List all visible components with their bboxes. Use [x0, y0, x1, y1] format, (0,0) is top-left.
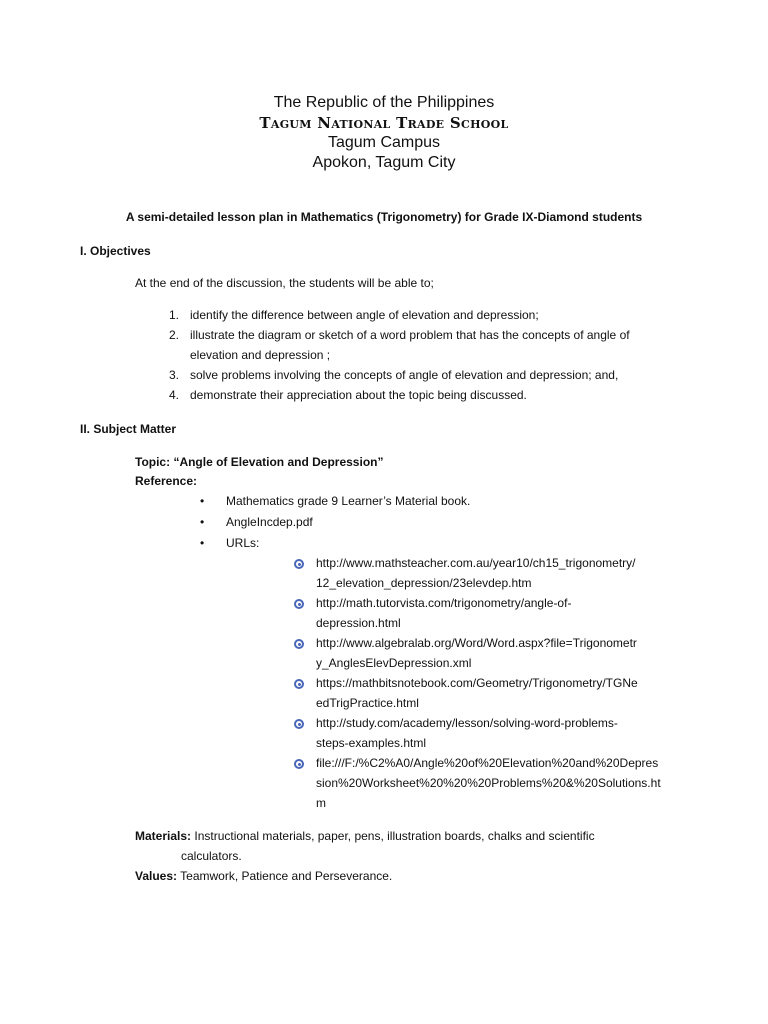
header-school-name: Tagum National Trade School: [259, 114, 509, 132]
reference-item: URLs:: [226, 536, 260, 550]
header-campus: Tagum Campus: [327, 134, 441, 151]
url-text: http://www.algebralab.org/Word/Word.aspx?file=Trigonometr: [316, 636, 637, 650]
url-text: y_AnglesElevDepression.xml: [316, 656, 472, 670]
objective-item-text: solve problems involving the concepts of angle of elevation and depression; and,: [190, 368, 619, 382]
url-text: https://mathbitsnotebook.com/Geometry/Trigonometry/TGNe: [316, 676, 638, 690]
header-address: Apokon, Tagum City: [312, 154, 456, 171]
link-swirl-icon: [294, 719, 304, 729]
objective-item-text: demonstrate their appreciation about the topic being discussed.: [190, 388, 527, 402]
url-text: file:///F:/%C2%A0/Angle%20of%20Elevation%20and%20Depres: [316, 756, 659, 770]
bullet-icon: •: [200, 536, 205, 550]
materials-text: Instructional materials, paper, pens, illustration boards, chalks and scientific: [191, 829, 595, 843]
bullet-icon: •: [200, 515, 205, 529]
materials-label: Materials:: [135, 829, 192, 843]
objective-number: 4.: [168, 388, 179, 402]
link-swirl-icon: [294, 599, 304, 609]
link-swirl-icon: [294, 559, 304, 569]
url-text: depression.html: [316, 616, 401, 630]
url-text: http://study.com/academy/lesson/solving-word-problems-: [316, 716, 618, 730]
objectives-heading: I. Objectives: [80, 244, 151, 258]
reference-item: Mathematics grade 9 Learner’s Material book.: [226, 494, 471, 508]
link-swirl-icon: [294, 759, 304, 769]
document-header: [0, 93, 768, 173]
header-republic: The Republic of the Philippines: [273, 94, 495, 111]
bullet-icon: •: [200, 494, 205, 508]
reference-item: AngleIncdep.pdf: [226, 515, 313, 529]
link-swirl-icon: [294, 679, 304, 689]
objectives-intro: At the end of the discussion, the students will be able to;: [135, 276, 434, 290]
link-swirl-icon: [294, 639, 304, 649]
objective-item-text: elevation and depression ;: [190, 348, 331, 362]
objective-number: 3.: [168, 368, 179, 382]
url-text: 12_elevation_depression/23elevdep.htm: [316, 576, 532, 590]
materials-line: [135, 829, 595, 843]
url-text: sion%20Worksheet%20%20%20Problems%20&%20Solutions.ht: [316, 776, 661, 790]
lesson-title: A semi-detailed lesson plan in Mathematics (Trigonometry) for Grade IX-Diamond students: [125, 210, 643, 224]
objective-item-text: identify the difference between angle of elevation and depression;: [190, 308, 539, 322]
objective-number: 1.: [168, 308, 179, 322]
objective-number: 2.: [168, 328, 179, 342]
url-text: http://math.tutorvista.com/trigonometry/angle-of-: [316, 596, 572, 610]
subject-matter-heading: II. Subject Matter: [80, 422, 177, 436]
values-text: Teamwork, Patience and Perseverance.: [177, 869, 393, 883]
url-text: steps-examples.html: [316, 736, 427, 750]
url-text: m: [316, 796, 326, 810]
reference-label: Reference:: [135, 474, 198, 488]
values-label: Values:: [135, 869, 178, 883]
materials-continuation: calculators.: [181, 849, 242, 863]
values-line: [135, 869, 392, 883]
url-text: http://www.mathsteacher.com.au/year10/ch15_trigonometry/: [316, 556, 636, 570]
topic-line: Topic: “Angle of Elevation and Depression”: [135, 455, 384, 469]
url-text: edTrigPractice.html: [316, 696, 419, 710]
objective-item-text: illustrate the diagram or sketch of a word problem that has the concepts of angle of: [190, 328, 630, 342]
